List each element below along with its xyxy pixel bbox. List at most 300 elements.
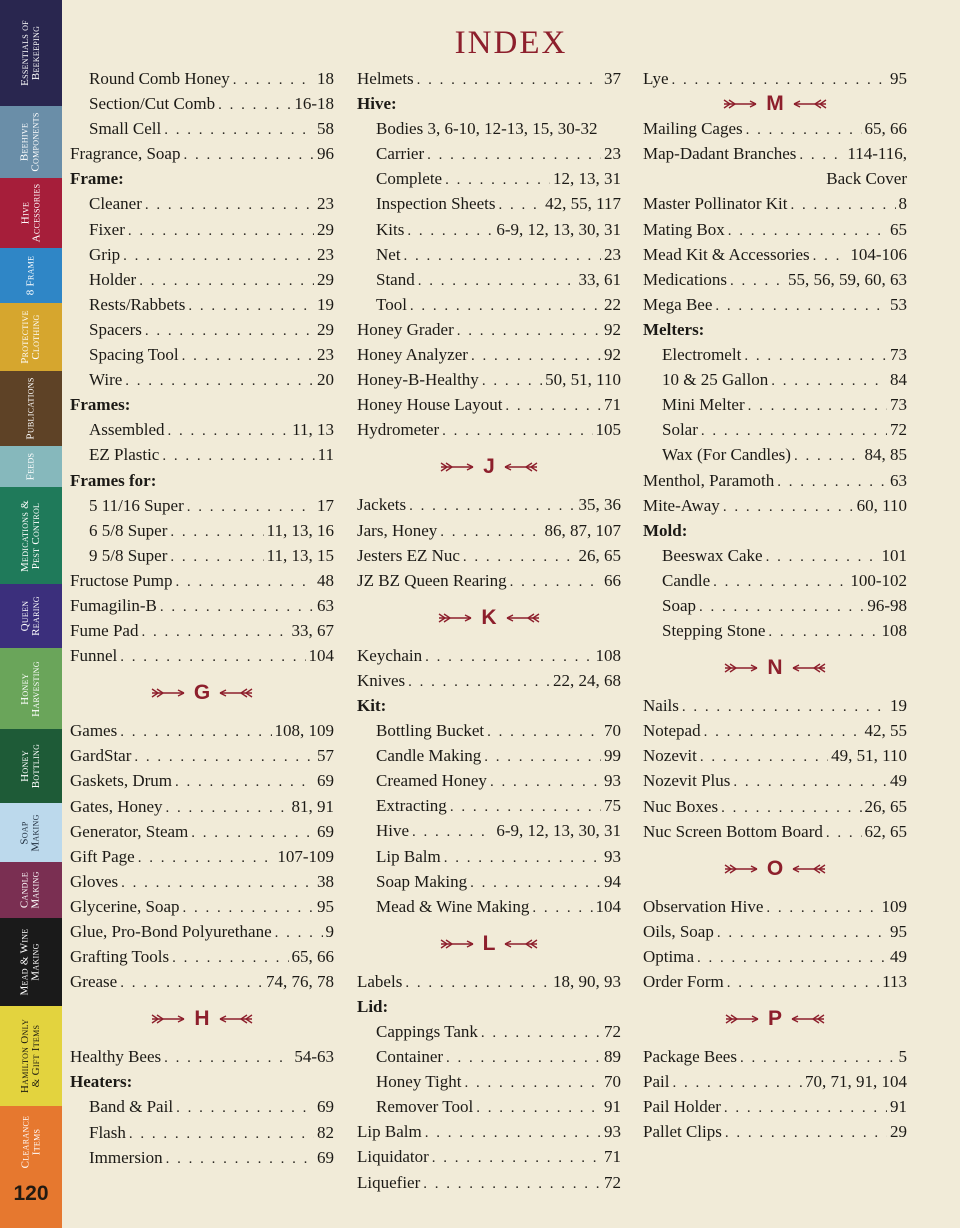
index-entry[interactable] xyxy=(643,768,907,793)
index-subentry[interactable] xyxy=(357,242,621,267)
index-entry[interactable] xyxy=(643,969,907,994)
index-entry-term: 5 11/16 Super xyxy=(89,495,184,515)
index-entry[interactable] xyxy=(357,342,621,367)
dot-leader xyxy=(699,595,864,618)
index-entry-pages: 93 xyxy=(604,1122,621,1142)
index-entry-term: Inspection Sheets xyxy=(376,194,496,214)
index-entry-pages: 69 xyxy=(317,1147,334,1167)
index-entry-pages: 94 xyxy=(604,871,621,891)
section-tab-label-line: Making xyxy=(30,943,42,981)
index-group-heading: Heaters: xyxy=(70,1072,133,1092)
index-entry[interactable] xyxy=(70,794,334,819)
index-entry-term: Fructose Pump xyxy=(70,570,173,590)
index-entry[interactable] xyxy=(643,493,907,518)
section-tab[interactable] xyxy=(0,1106,62,1178)
index-entry-term: Honey-B-Healthy xyxy=(357,370,479,390)
index-subentry[interactable] xyxy=(357,267,621,292)
index-entry-pages: 11, 13 xyxy=(292,420,334,440)
index-subentry[interactable] xyxy=(70,242,334,267)
dot-leader xyxy=(826,821,862,844)
index-entry-term: Mailing Cages xyxy=(643,119,743,139)
index-subentry[interactable] xyxy=(70,342,334,367)
letter-heading xyxy=(643,994,907,1044)
section-tab-label xyxy=(20,744,42,788)
dot-leader xyxy=(170,545,263,568)
index-entry-term: Package Bees xyxy=(643,1047,737,1067)
section-tab-label xyxy=(20,871,42,908)
dot-leader xyxy=(471,344,601,367)
section-tab[interactable] xyxy=(0,106,62,178)
index-entry-pages: 57 xyxy=(317,746,334,766)
section-tab[interactable] xyxy=(0,487,62,584)
index-entry[interactable] xyxy=(357,1144,621,1169)
index-entry-term: Fume Pad xyxy=(70,621,139,641)
index-entry-pages: 49 xyxy=(890,946,907,966)
section-tab-label-line: Protective xyxy=(19,310,31,364)
index-entry[interactable] xyxy=(70,844,334,869)
index-entry-pages: 58 xyxy=(317,119,334,139)
index-entry[interactable] xyxy=(70,618,334,643)
index-entry-term: Cappings Tank xyxy=(376,1022,478,1041)
index-entry-pages: 108 xyxy=(595,645,621,665)
section-tab[interactable] xyxy=(0,178,62,248)
index-entry[interactable] xyxy=(357,1170,621,1195)
index-subentry[interactable] xyxy=(643,417,907,442)
dot-leader xyxy=(432,1146,601,1169)
section-tab-label xyxy=(26,377,37,439)
index-subentry[interactable] xyxy=(357,166,621,191)
index-subentry[interactable] xyxy=(70,292,334,317)
index-entry-pages: 23 xyxy=(604,244,621,264)
index-subentry[interactable] xyxy=(357,869,621,894)
index-entry-pages: 19 xyxy=(890,696,907,716)
index-subentry[interactable] xyxy=(357,743,621,768)
section-tab[interactable] xyxy=(0,446,62,487)
dot-leader xyxy=(187,495,314,518)
index-entry-pages: 19 xyxy=(317,294,334,314)
index-entry-term: Mega Bee xyxy=(643,294,713,314)
index-entry-term: Spacing Tool xyxy=(89,345,179,365)
index-entry-term: Net xyxy=(376,244,401,264)
index-subentry[interactable] xyxy=(357,1019,621,1044)
dot-leader xyxy=(771,369,887,392)
section-tab-label-line: Soap xyxy=(18,820,31,845)
index-subentry[interactable] xyxy=(70,543,334,568)
section-tab[interactable] xyxy=(0,648,62,729)
index-entry[interactable] xyxy=(643,267,907,292)
dot-leader xyxy=(417,68,601,91)
index-entry-term: Electromelt xyxy=(662,345,742,365)
section-tab[interactable] xyxy=(0,371,62,446)
section-tabs-sidebar xyxy=(0,0,62,1228)
section-tab-label xyxy=(20,499,42,571)
dot-leader xyxy=(445,168,550,191)
index-entry[interactable] xyxy=(70,969,334,994)
dot-leader xyxy=(145,193,314,216)
index-entry-term: Grease xyxy=(70,972,118,992)
index-entry-pages: 11, 13, 16 xyxy=(266,520,334,540)
index-entry-term: Nozevit Plus xyxy=(643,771,731,791)
index-subentry[interactable] xyxy=(643,442,907,467)
index-entry-term: Master Pollinator Kit xyxy=(643,194,788,214)
section-tab[interactable] xyxy=(0,862,62,918)
index-entry[interactable] xyxy=(70,894,334,919)
index-entry[interactable] xyxy=(70,141,334,166)
index-entry[interactable] xyxy=(643,116,907,141)
dot-leader xyxy=(233,68,314,91)
letter-heading xyxy=(643,844,907,894)
section-tab[interactable] xyxy=(0,803,62,862)
index-entry-term: Mite-Away xyxy=(643,495,720,515)
section-tab-label-line: Clearance xyxy=(18,1115,31,1169)
index-subentry[interactable] xyxy=(643,593,907,618)
index-entry-term: Grip xyxy=(89,244,121,264)
index-entry-pages: 26, 65 xyxy=(864,796,907,816)
dot-leader xyxy=(425,645,592,668)
index-entry-term: Jesters EZ Nuc xyxy=(357,545,460,565)
index-entry-term: Carrier xyxy=(376,144,425,164)
section-tab[interactable] xyxy=(0,1006,62,1106)
index-subentry[interactable] xyxy=(643,342,907,367)
section-tab[interactable] xyxy=(0,0,62,106)
dot-leader xyxy=(484,745,601,768)
section-tab[interactable] xyxy=(0,248,62,303)
index-entry-term: Liquidator xyxy=(357,1147,429,1167)
index-subentry[interactable] xyxy=(70,191,334,216)
index-entry-term: Honey House Layout xyxy=(357,395,503,415)
index-subentry[interactable] xyxy=(357,292,621,317)
dot-leader xyxy=(405,971,550,994)
index-subentry[interactable] xyxy=(70,1094,334,1119)
dot-leader xyxy=(176,1096,314,1119)
index-entry[interactable] xyxy=(70,1044,334,1069)
index-subentry[interactable] xyxy=(70,1145,334,1170)
index-entry[interactable] xyxy=(357,518,621,543)
index-subentry[interactable] xyxy=(70,66,334,91)
page-number: 120 xyxy=(13,1182,49,1205)
index-entry[interactable] xyxy=(643,794,907,819)
index-entry[interactable] xyxy=(643,693,907,718)
dot-leader xyxy=(129,1122,314,1145)
index-entry[interactable] xyxy=(357,66,621,91)
index-entry-term: Nuc Screen Bottom Board xyxy=(643,821,823,841)
section-tab-label-line: Queen xyxy=(19,600,31,632)
section-tab[interactable] xyxy=(0,584,62,648)
index-entry[interactable] xyxy=(643,1094,907,1119)
index-entry[interactable] xyxy=(357,668,621,693)
letter-heading-text: H xyxy=(194,1007,210,1031)
index-entry-pages: 109 xyxy=(881,896,907,916)
index-subentry[interactable] xyxy=(70,91,334,116)
dot-leader xyxy=(505,394,601,417)
index-entry-pages: 6-9, 12, 13, 30, 31 xyxy=(496,219,621,239)
arrow-ornament-icon xyxy=(503,939,539,949)
index-group-heading: Lid: xyxy=(357,996,389,1016)
index-entry-pages: 65, 66 xyxy=(864,119,907,139)
index-entry-pages: 33, 61 xyxy=(578,269,621,289)
index-entry-pages: 26, 65 xyxy=(578,545,621,565)
index-column-1 xyxy=(70,66,334,1170)
index-entry[interactable] xyxy=(70,568,334,593)
letter-heading xyxy=(357,919,621,969)
index-subentry[interactable] xyxy=(70,217,334,242)
index-entry[interactable] xyxy=(357,568,621,593)
dot-leader xyxy=(412,820,493,843)
index-entry-term: Glycerine, Soap xyxy=(70,896,180,916)
dot-leader xyxy=(121,871,314,894)
index-entry-pages: 101 xyxy=(881,545,907,565)
dot-leader xyxy=(725,1121,887,1144)
dot-leader xyxy=(410,294,601,317)
index-subentry[interactable] xyxy=(357,191,621,216)
index-subentry[interactable] xyxy=(643,367,907,392)
index-entry[interactable] xyxy=(357,492,621,517)
index-entry-pages: 20 xyxy=(317,370,334,390)
index-entry-term: Candle Making xyxy=(376,746,482,766)
index-entry-pages: 29 xyxy=(890,1122,907,1142)
index-subentry[interactable] xyxy=(357,718,621,743)
index-entry-pages: 72 xyxy=(604,1022,621,1041)
index-subentry[interactable] xyxy=(70,317,334,342)
index-entry[interactable] xyxy=(70,768,334,793)
dot-leader xyxy=(728,219,887,242)
index-entry-pages: 74, 76, 78 xyxy=(266,972,334,992)
index-entry-term: Healthy Bees xyxy=(70,1047,162,1067)
index-entry[interactable] xyxy=(357,392,621,417)
index-entry-pages: 95 xyxy=(890,921,907,941)
dot-leader xyxy=(777,470,887,493)
index-entry-pages: 12, 13, 31 xyxy=(553,169,621,189)
index-entry-term: Beeswax Cake xyxy=(662,545,763,565)
section-tab-label xyxy=(26,453,37,481)
index-entry-pages: 65 xyxy=(890,219,907,239)
index-subentry[interactable] xyxy=(357,768,621,793)
index-entry[interactable] xyxy=(643,819,907,844)
index-entry[interactable] xyxy=(643,66,907,91)
index-entry-pages: 54-63 xyxy=(294,1047,334,1067)
index-entry-pages: 70, 71, 91, 104 xyxy=(805,1072,907,1092)
dot-leader xyxy=(168,419,290,442)
index-subentry[interactable] xyxy=(70,1120,334,1145)
dot-leader xyxy=(123,244,314,267)
index-entry-pages: 86, 87, 107 xyxy=(544,520,621,540)
dot-leader xyxy=(182,344,314,367)
index-entry-term: Gates, Honey xyxy=(70,796,163,816)
section-tab-label xyxy=(20,928,42,995)
index-subentry[interactable] xyxy=(643,568,907,593)
index-subentry[interactable] xyxy=(357,217,621,242)
section-tab-label-line: Clothing xyxy=(30,314,42,360)
index-entry-pages: 23 xyxy=(317,244,334,264)
dot-leader xyxy=(166,1147,314,1170)
index-entry[interactable] xyxy=(643,919,907,944)
index-entry[interactable] xyxy=(643,1119,907,1144)
index-entry-pages: 11 xyxy=(317,445,334,465)
index-entry-pages: 93 xyxy=(604,771,621,791)
index-entry-term: Lip Balm xyxy=(357,1122,422,1142)
dot-leader xyxy=(162,444,314,467)
dot-leader xyxy=(470,871,601,894)
arrow-ornament-icon xyxy=(723,864,759,874)
index-subentry[interactable] xyxy=(357,1044,621,1069)
dot-leader xyxy=(482,369,542,392)
index-entry-term: Helmets xyxy=(357,69,414,88)
index-entry[interactable] xyxy=(70,944,334,969)
index-entry-term: Keychain xyxy=(357,645,423,665)
index-subentry[interactable] xyxy=(357,1094,621,1119)
index-entry[interactable] xyxy=(357,417,621,442)
index-subentry[interactable] xyxy=(70,417,334,442)
index-entry-pages: 84 xyxy=(890,370,907,390)
dot-leader xyxy=(723,495,854,518)
section-tab[interactable] xyxy=(0,729,62,803)
index-entry-pages: 55, 56, 59, 60, 63 xyxy=(788,269,907,289)
index-entry[interactable] xyxy=(643,944,907,969)
index-entry-pages: 35, 36 xyxy=(578,495,621,515)
index-entry-pages: 93 xyxy=(604,846,621,866)
index-entry[interactable] xyxy=(643,743,907,768)
section-tab-label-line: Candle xyxy=(18,871,31,909)
index-entry-term: Solar xyxy=(662,420,698,440)
dot-leader xyxy=(409,494,575,517)
dot-leader xyxy=(457,319,601,342)
letter-heading-text: M xyxy=(766,91,784,115)
index-entry[interactable] xyxy=(643,718,907,743)
letter-heading-text: P xyxy=(767,1007,782,1031)
index-entry[interactable] xyxy=(643,468,907,493)
index-entry[interactable] xyxy=(70,919,334,944)
section-tab-label-line: Items xyxy=(29,1128,42,1156)
index-subentry[interactable] xyxy=(643,618,907,643)
index-entry-term: Mini Melter xyxy=(662,395,745,415)
letter-heading-text: J xyxy=(483,455,495,479)
index-entry[interactable] xyxy=(643,1069,907,1094)
dot-leader xyxy=(164,118,314,141)
index-entry[interactable] xyxy=(357,367,621,392)
index-entry-pages: 22, 24, 68 xyxy=(553,670,621,690)
arrow-ornament-icon xyxy=(437,613,473,623)
index-entry-pages: 5 xyxy=(898,1047,907,1067)
index-entry-term: Fumagilin-B xyxy=(70,595,157,615)
index-entry-term: Assembled xyxy=(89,420,165,440)
index-subentry[interactable] xyxy=(70,367,334,392)
index-entry-pages: 53 xyxy=(890,294,907,314)
index-entry-term: Hive xyxy=(376,821,410,841)
index-subentry[interactable] xyxy=(357,844,621,869)
index-entry[interactable] xyxy=(643,191,907,216)
index-entry[interactable] xyxy=(70,718,334,743)
index-entry[interactable] xyxy=(357,317,621,342)
index-entry[interactable] xyxy=(643,1044,907,1069)
index-entry-pages: 48 xyxy=(317,570,334,590)
index-subentry[interactable] xyxy=(357,116,621,141)
dot-leader xyxy=(701,419,887,442)
dot-leader xyxy=(532,896,592,919)
dot-leader xyxy=(134,745,314,768)
dot-leader xyxy=(172,946,288,969)
index-entry-pages: 49, 51, 110 xyxy=(831,746,907,766)
index-entry-pages: 63 xyxy=(890,470,907,490)
index-entry-term: Jackets xyxy=(357,495,407,515)
index-entry[interactable] xyxy=(643,242,907,267)
index-entry-pages: 108, 109 xyxy=(274,721,334,741)
index-subentry[interactable] xyxy=(70,442,334,467)
dot-leader xyxy=(183,896,314,919)
index-subentry[interactable] xyxy=(70,518,334,543)
index-entry[interactable] xyxy=(70,819,334,844)
index-entry-term: JZ BZ Queen Rearing xyxy=(357,570,507,590)
index-entry[interactable] xyxy=(357,543,621,568)
section-tab-label xyxy=(20,184,42,243)
index-entry-term: Mead Kit & Accessories xyxy=(643,244,810,264)
index-entry[interactable] xyxy=(70,643,334,668)
index-entry-pages: 92 xyxy=(604,319,621,339)
dot-leader xyxy=(672,68,888,91)
index-subentry[interactable] xyxy=(357,793,621,818)
dot-leader xyxy=(721,796,861,819)
index-entry-pages: 69 xyxy=(317,1097,334,1117)
index-entry-pages: 84, 85 xyxy=(864,445,907,465)
index-entry-term: Bodies 3, 6-10, 12-13, 15, 30-32 xyxy=(376,119,598,139)
index-entry[interactable] xyxy=(643,217,907,242)
index-subentry[interactable] xyxy=(357,818,621,843)
index-subentry[interactable] xyxy=(70,267,334,292)
index-entry[interactable] xyxy=(70,869,334,894)
index-entry-pages: 71 xyxy=(604,395,621,415)
section-tab[interactable] xyxy=(0,918,62,1006)
dot-leader xyxy=(700,745,828,768)
index-entry[interactable] xyxy=(643,141,907,166)
section-tab-label-line: Hive xyxy=(18,201,31,225)
index-entry[interactable] xyxy=(357,1119,621,1144)
index-subentry[interactable] xyxy=(70,493,334,518)
index-entry-term: Stand xyxy=(376,269,415,289)
index-entry-pages: 42, 55 xyxy=(864,721,907,741)
index-subentry[interactable] xyxy=(357,141,621,166)
dot-leader xyxy=(744,344,887,367)
index-entry[interactable] xyxy=(70,593,334,618)
index-entry-term: 9 5/8 Super xyxy=(89,545,168,565)
section-tab-label-line: Accessories xyxy=(29,183,42,243)
section-tab-label-line: Bottling xyxy=(30,743,42,789)
index-entry[interactable] xyxy=(643,894,907,919)
index-subentry[interactable] xyxy=(643,543,907,568)
index-column-3 xyxy=(643,66,907,1144)
arrow-ornament-icon xyxy=(218,688,254,698)
arrow-ornament-icon xyxy=(792,99,828,109)
dot-leader xyxy=(481,1021,601,1044)
index-entry-term: Round Comb Honey xyxy=(89,69,230,88)
index-subentry[interactable] xyxy=(643,392,907,417)
index-entry[interactable] xyxy=(357,643,621,668)
index-subentry[interactable] xyxy=(357,894,621,919)
index-entry[interactable] xyxy=(357,969,621,994)
index-entry-term: Honey Tight xyxy=(376,1072,462,1092)
dot-leader xyxy=(498,193,542,216)
letter-heading xyxy=(643,643,907,693)
index-entry-term: Container xyxy=(376,1047,444,1067)
index-entry[interactable] xyxy=(643,292,907,317)
section-tab[interactable] xyxy=(0,303,62,371)
dot-leader xyxy=(766,896,878,919)
index-entry-pages: 33, 67 xyxy=(291,621,334,641)
index-entry-pages: 49 xyxy=(890,771,907,791)
index-entry[interactable] xyxy=(70,743,334,768)
index-subentry[interactable] xyxy=(70,116,334,141)
index-subentry[interactable] xyxy=(357,1069,621,1094)
index-entry-pages: 75 xyxy=(604,796,621,816)
index-entry-term: Flash xyxy=(89,1122,126,1142)
